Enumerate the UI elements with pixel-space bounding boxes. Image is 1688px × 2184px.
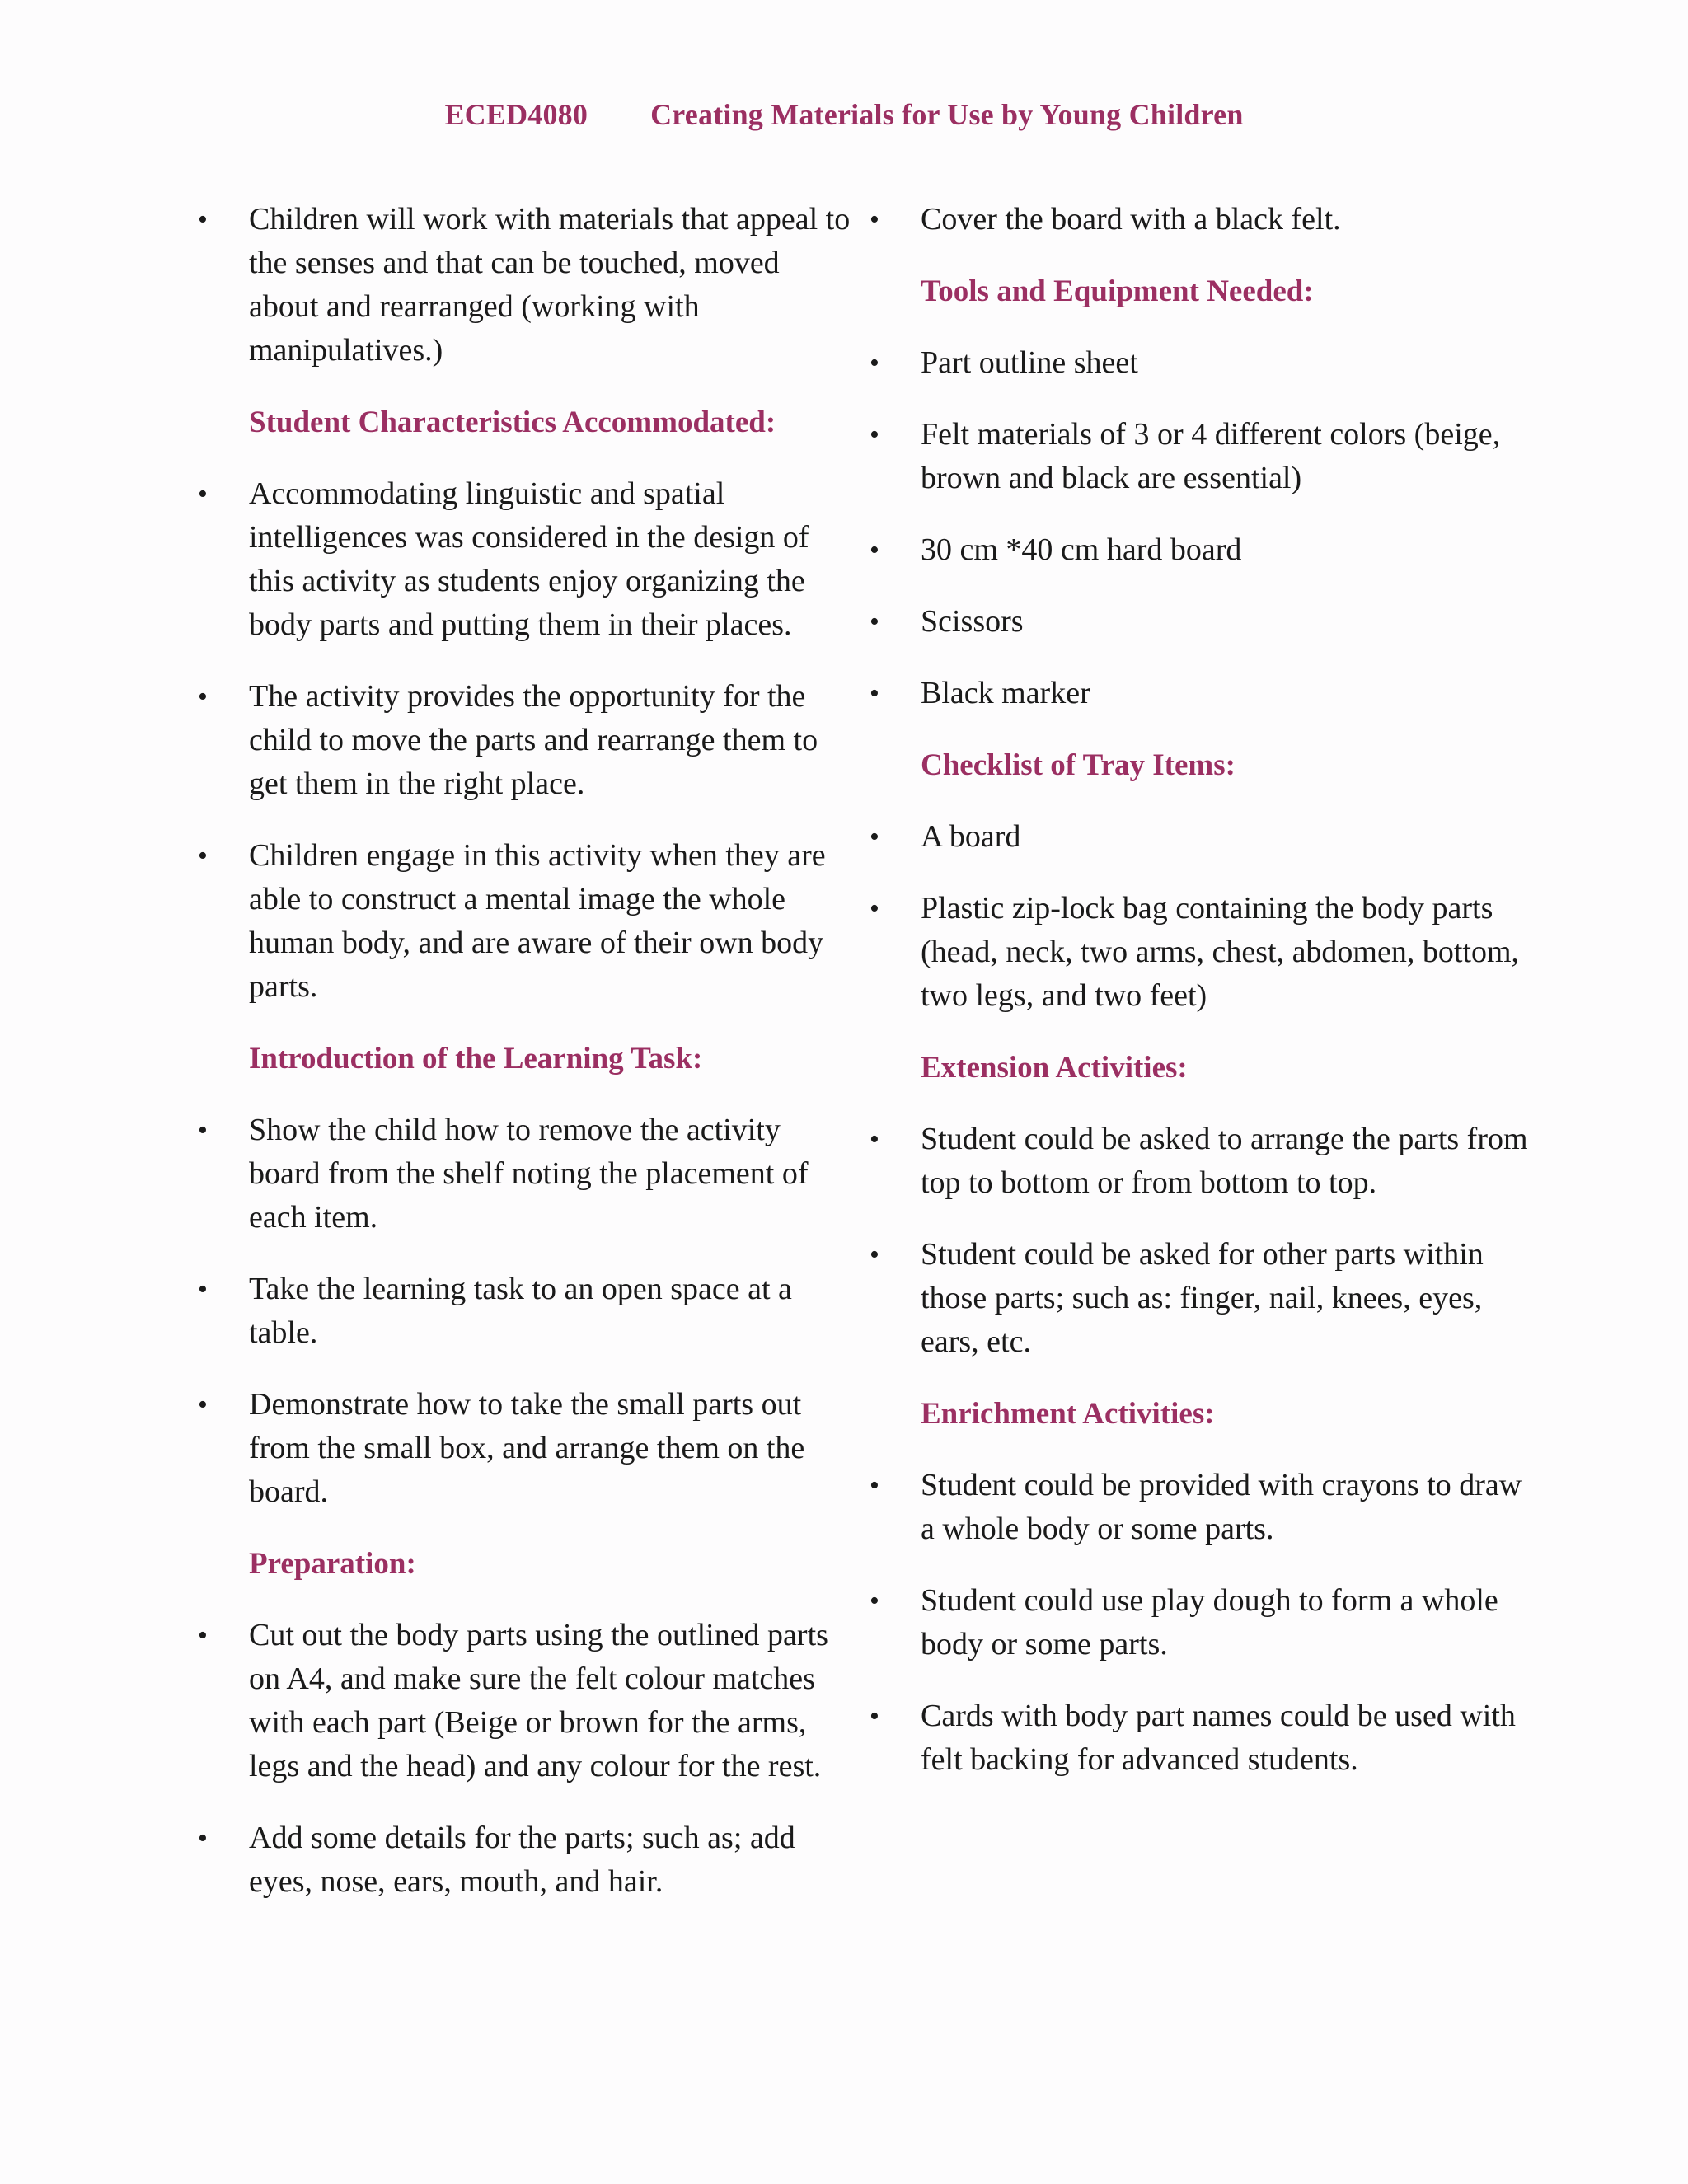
- bullet-icon: •: [870, 1240, 879, 1270]
- list-item: • Student could be provided with crayons to draw a whole body or some parts.: [864, 1464, 1531, 1551]
- list-item: • Demonstrate how to take the small parts out from the small box, and arrange them on the board.: [192, 1383, 851, 1514]
- list-item: • Plastic zip-lock bag containing the body parts (head, neck, two arms, chest, abdomen, bottom, two legs, and two feet): [864, 887, 1531, 1018]
- list-item: • The activity provides the opportunity for the child to move the parts and rearrange them to get them in the right place.: [192, 675, 851, 806]
- bullet-icon: •: [870, 1124, 879, 1155]
- list-item: • Student could use play dough to form a whole body or some parts.: [864, 1579, 1531, 1666]
- bullet-icon: •: [870, 1470, 879, 1501]
- left-column: [192, 198, 851, 1932]
- list-item: • Children engage in this activity when they are able to construct a mental image the whole human body, and are aware of their own body parts.: [192, 834, 851, 1009]
- bullet-icon: •: [198, 479, 208, 509]
- list-item: • Part outline sheet: [864, 341, 1531, 385]
- section-heading-extension: Extension Activities:: [921, 1051, 1188, 1085]
- course-title: Creating Materials for Use by Young Children: [650, 98, 1244, 131]
- bullet-icon: •: [870, 1586, 879, 1616]
- course-code: ECED4080: [444, 98, 588, 131]
- bullet-icon: •: [198, 1620, 208, 1651]
- section-heading-enrichment: Enrichment Activities:: [921, 1397, 1215, 1431]
- list-item: • Cover the board with a black felt.: [864, 198, 1531, 241]
- list-item: • Cut out the body parts using the outlined parts on A4, and make sure the felt colour matches with each part (Beige or brown for the arms, legs and the head) and any colour for the rest.: [192, 1614, 851, 1788]
- bullet-icon: •: [870, 204, 879, 235]
- section-heading-tools: Tools and Equipment Needed:: [921, 274, 1314, 308]
- bullet-icon: •: [870, 607, 879, 637]
- list-item: • Add some details for the parts; such as; add eyes, nose, ears, mouth, and hair.: [192, 1816, 851, 1904]
- bullet-icon: •: [198, 1823, 208, 1854]
- bullet-icon: •: [198, 682, 208, 712]
- bullet-icon: •: [870, 535, 879, 565]
- list-item: • Black marker: [864, 672, 1531, 715]
- bullet-icon: •: [870, 348, 879, 378]
- bullet-icon: •: [198, 1390, 208, 1420]
- list-item: • Accommodating linguistic and spatial intelligences was considered in the design of this activity as students enjoy organizing the body parts and putting them in their places.: [192, 472, 851, 647]
- list-item: • Scissors: [864, 600, 1531, 644]
- section-heading-student-characteristics: Student Characteristics Accommodated:: [249, 405, 776, 439]
- section-heading-checklist: Checklist of Tray Items:: [921, 748, 1236, 782]
- bullet-icon: •: [870, 678, 879, 709]
- list-item: • Children will work with materials that appeal to the senses and that can be touched, moved about and rearranged (working with manipulatives.): [192, 198, 851, 373]
- bullet-icon: •: [198, 841, 208, 871]
- bullet-icon: •: [198, 1274, 208, 1305]
- list-item: • Felt materials of 3 or 4 different colors (beige, brown and black are essential): [864, 413, 1531, 500]
- right-column: [864, 198, 1531, 1810]
- bullet-icon: •: [870, 822, 879, 852]
- section-heading-preparation: Preparation:: [249, 1547, 416, 1581]
- page-header: [0, 97, 1688, 132]
- list-item: • Student could be asked to arrange the parts from top to bottom or from bottom to top.: [864, 1118, 1531, 1205]
- list-item: • Take the learning task to an open space at a table.: [192, 1268, 851, 1355]
- list-item: • Student could be asked for other parts within those parts; such as: finger, nail, knees, eyes, ears, etc.: [864, 1233, 1531, 1364]
- section-heading-introduction: Introduction of the Learning Task:: [249, 1042, 703, 1076]
- bullet-icon: •: [870, 419, 879, 450]
- bullet-icon: •: [198, 204, 208, 235]
- list-item: • A board: [864, 815, 1531, 859]
- list-item: • 30 cm *40 cm hard board: [864, 528, 1531, 572]
- list-item: • Show the child how to remove the activity board from the shelf noting the placement of each item.: [192, 1108, 851, 1240]
- bullet-icon: •: [870, 893, 879, 924]
- bullet-icon: •: [198, 1115, 208, 1146]
- bullet-icon: •: [870, 1701, 879, 1732]
- list-item: • Cards with body part names could be used with felt backing for advanced students.: [864, 1694, 1531, 1782]
